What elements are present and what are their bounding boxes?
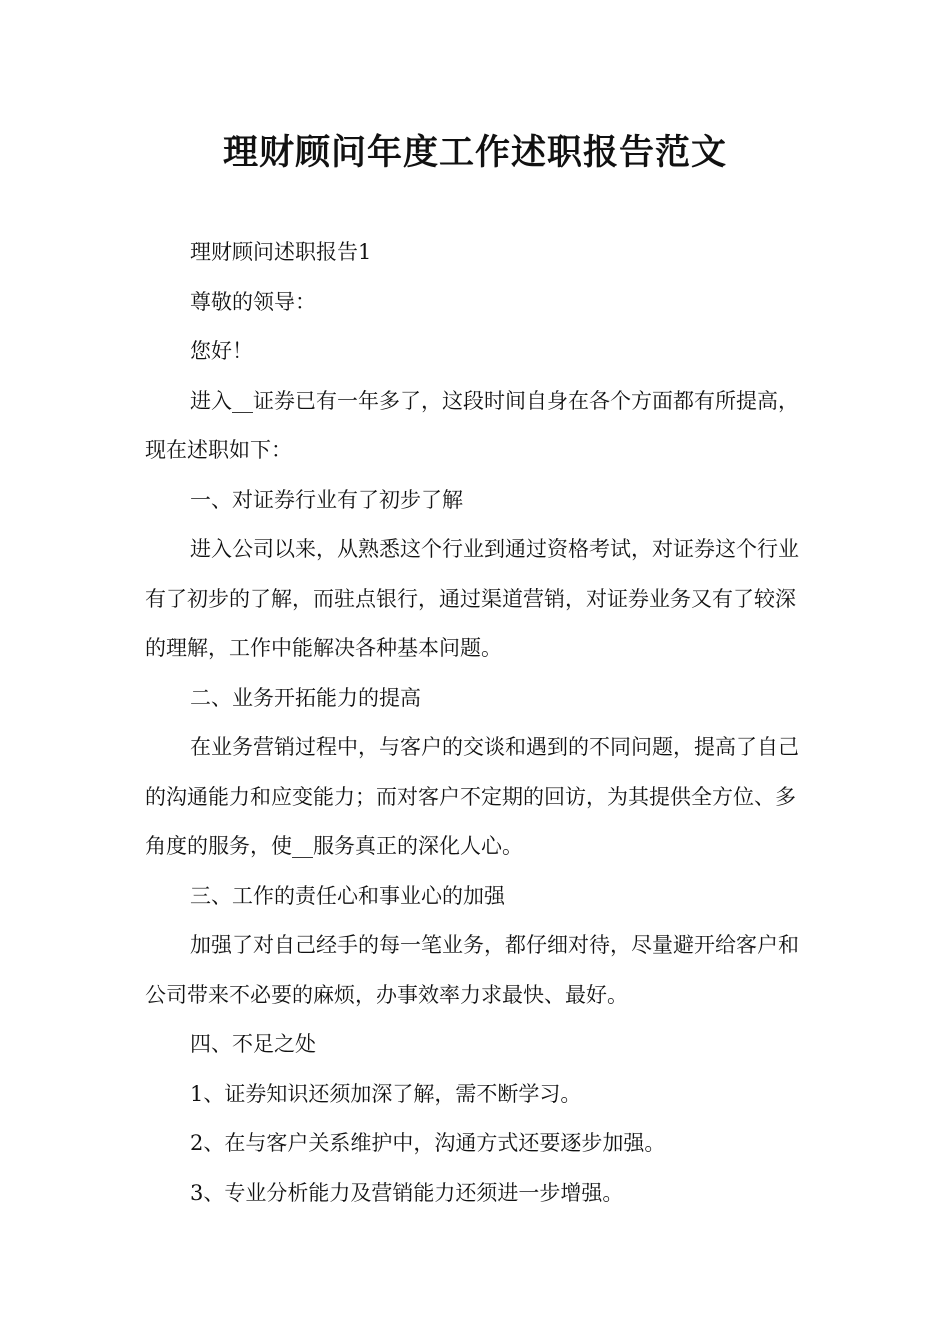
section-heading-3: 三、工作的责任心和事业心的加强 <box>190 883 505 908</box>
section-heading-4: 四、不足之处 <box>190 1032 316 1056</box>
report-heading: 理财顾问述职报告1 <box>190 240 372 264</box>
section-heading-1: 一、对证券行业有了初步了解 <box>190 487 463 512</box>
section-paragraph-1: 进入公司以来，从熟悉这个行业到通过资格考试，对证券这个行业有了初步的了解，而驻点银行，通过渠道营销，对证券业务又有了较深的理解，工作中能解决各种基本问题。 <box>145 537 799 660</box>
section-paragraph-2: 在业务营销过程中，与客户的交谈和遇到的不同问题，提高了自己的沟通能力和应变能力；而对客户不定期的回访，为其提供全方位、多角度的服务，使__服务真正的深化人心。 <box>145 735 799 858</box>
intro-paragraph: 进入__证券已有一年多了，这段时间自身在各个方面都有所提高，现在述职如下： <box>145 388 799 462</box>
greeting: 您好！ <box>190 339 253 363</box>
shortcoming-item-1: 1、证券知识还须加深了解，需不断学习。 <box>190 1081 582 1106</box>
shortcoming-item-3: 3、专业分析能力及营销能力还须进一步增强。 <box>190 1180 624 1205</box>
document-title: 理财顾问年度工作述职报告范文 <box>222 133 727 173</box>
section-paragraph-3: 加强了对自己经手的每一笔业务，都仔细对待，尽量避开给客户和公司带来不必要的麻烦，办事效率力求最快、最好。 <box>145 933 799 1007</box>
shortcoming-item-2: 2、在与客户关系维护中，沟通方式还要逐步加强。 <box>190 1131 666 1155</box>
section-heading-2: 二、业务开拓能力的提高 <box>190 685 421 710</box>
salutation: 尊敬的领导： <box>190 289 316 314</box>
document-body <box>145 228 807 1218</box>
